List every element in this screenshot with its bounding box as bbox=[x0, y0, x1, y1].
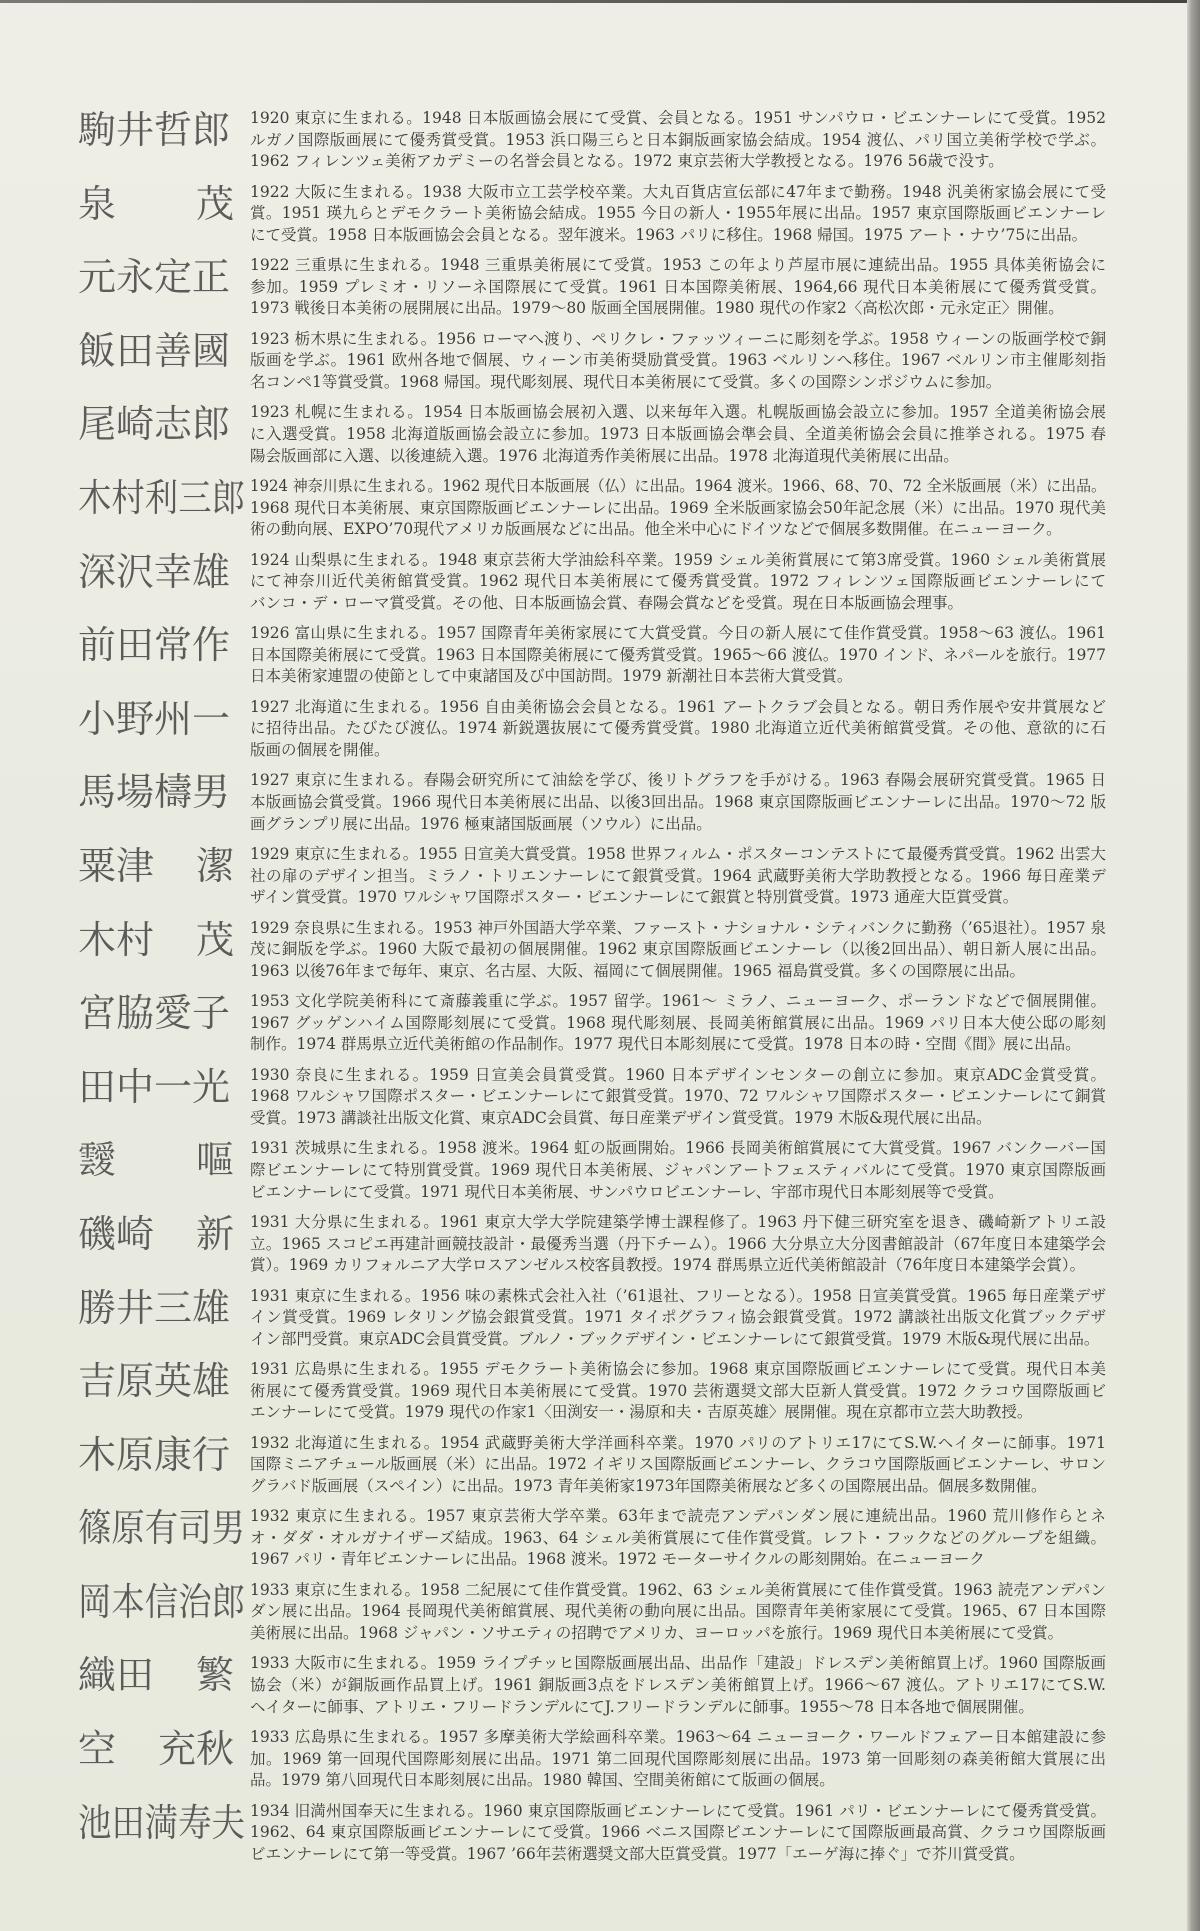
artist-name bbox=[78, 1654, 234, 1696]
bio-line: 1933 大阪市に生まれる。1959 ライプチッヒ国際版画展出品、出品作「建設」ドレスデン美術館買上げ。1960 国際版画 bbox=[250, 1654, 1106, 1673]
artist-name bbox=[78, 919, 234, 961]
bio-line: ルガノ国際版画展にて優秀賞受賞。1953 浜口陽三らと日本銅版画家協会結成。1954 渡仏、パリ国立美術学校で学ぶ。 bbox=[250, 130, 1106, 149]
bio-line: 賞。1951 瑛九らとデモクラート美術協会結成。1955 今日の新人・1955年展に出品。1957 東京国際版画ビエンナーレ bbox=[250, 204, 1106, 223]
bio-line: 1931 茨城県に生まれる。1958 渡米。1964 虹の版画開始。1966 長岡美術館賞展にて大賞受賞。1967 バンクーバー国 bbox=[250, 1139, 1106, 1158]
bio-line: 立。1965 スコピエ再建計画競技設計・最優秀当選（丹下チーム）。1966 大分県立大分図書館設計（67年度日本建築学会 bbox=[250, 1234, 1106, 1253]
artist-entry bbox=[0, 1727, 1186, 1801]
artist-name-part: 茂 bbox=[195, 917, 234, 962]
bio-line: 1932 東京に生まれる。1957 東京芸術大学卒業。63年まで読売アンデパンダン展に連続出品。1960 荒川修作らとネ bbox=[250, 1507, 1106, 1526]
artist-bio bbox=[250, 697, 1106, 762]
bio-line: 賞）。1969 カリフォルニア大学ロスアンゼルス校客員教授。1974 群馬県立近代美術館設計（76年度日本建築学会賞）。 bbox=[250, 1256, 1086, 1275]
bio-line: 1923 栃木県に生まれる。1956 ローマへ渡り、ペリクレ・ファッツィーニに彫刻を学ぶ。1958 ウィーンの版画学校で銅 bbox=[250, 329, 1106, 348]
bio-line: エンナーレにて受賞。1979 現代の作家1〈田渕安一・湯原和夫・吉原英雄〉展開催。現在京都市立芸大助教授。 bbox=[250, 1403, 1033, 1422]
artist-name-part: 磯崎 bbox=[78, 1211, 155, 1256]
artist-entry bbox=[0, 255, 1186, 329]
artist-name bbox=[78, 1287, 234, 1329]
bio-line: ダン展に出品。1964 長岡現代美術館賞展、現代美術の動向展に出品。国際青年美術家展にて受賞。1965、67 日本国際 bbox=[250, 1602, 1106, 1621]
bio-line: 1929 奈良県に生まれる。1953 神戸外国語大学卒業、ファースト・ナショナル・シティバンクに勤務（’65退社）。1957 泉 bbox=[250, 918, 1106, 937]
bio-line: 1962、64 東京国際版画ビエンナーレにて受賞。1966 ベニス国際ビエンナーレにて国際版画最高賞、クラコウ国際版画 bbox=[250, 1823, 1106, 1842]
bio-line: 1929 東京に生まれる。1955 日宣美大賞受賞。1958 世界フィルム・ポスターコンテストにて最優秀賞受賞。1962 出雲大 bbox=[250, 844, 1106, 863]
artist-name-part: 駒井哲郎 bbox=[78, 108, 231, 152]
artist-name-part: 尾崎志郎 bbox=[78, 402, 231, 447]
bio-line: ザイン賞受賞。1970 ワルシャワ国際ポスター・ビエンナーレにて銀賞と特別賞受賞。1973 通産大臣賞受賞。 bbox=[250, 888, 1019, 907]
artist-name-part: 宮脇愛子 bbox=[78, 991, 231, 1036]
artist-name-part: 篠原有司男 bbox=[78, 1506, 245, 1551]
artist-name bbox=[78, 403, 234, 445]
bio-line: にて神奈川近代美術館賞受賞。1962 現代日本美術展にて優秀賞受賞。1972 フィレンツェ国際版画ビエンナーレにて bbox=[250, 572, 1106, 591]
artist-name-part: 吉原英雄 bbox=[78, 1359, 231, 1404]
artist-name bbox=[78, 1213, 234, 1255]
artist-name-part: 織田 bbox=[78, 1653, 155, 1698]
artist-name-part: 粟津 bbox=[78, 843, 155, 888]
artist-entry bbox=[0, 1065, 1186, 1139]
bio-line: バンコ・デ・ローマ賞受賞。その他、日本版画協会賞、春陽会賞などを受賞。現在日本版画協会理事。 bbox=[250, 593, 964, 612]
artist-bio bbox=[250, 255, 1106, 320]
bio-line: 国際ミニアチュール版画展（米）に出品。1972 イギリス国際版画ビエンナーレ、クラコウ国際版画ビエンナーレ、サロン bbox=[250, 1455, 1106, 1474]
artist-biography-list bbox=[0, 108, 1186, 1874]
bio-line: 術展にて優秀賞受賞。1969 現代日本美術展にて受賞。1970 芸術選奨文部大臣新人賞受賞。1972 クラコウ国際版画ビ bbox=[250, 1381, 1106, 1400]
artist-name bbox=[78, 845, 234, 887]
bio-line: グラバド版画展（スペイン）に出品。1973 青年美術家1973年国際美術展など多くの国際展出品。個展多数開催。 bbox=[250, 1476, 1047, 1495]
bio-line: 1968 ワルシャワ国際ポスター・ビエンナーレにて銀賞受賞。1970、72 ワルシャワ国際ポスター・ビエンナーレにて銅賞 bbox=[250, 1087, 1106, 1106]
artist-entry bbox=[0, 918, 1186, 992]
bio-line: 加。1969 第一回現代国際彫刻展に出品。1971 第二回現代国際彫刻展に出品。1973 第一回彫刻の森美術館大賞展に出 bbox=[250, 1749, 1106, 1768]
bio-line: 名コンペ1等賞受賞。1968 帰国。現代彫刻展、現代日本美術展にて受賞。多くの国際シンポジウムに参加。 bbox=[250, 372, 1002, 391]
artist-bio bbox=[250, 1580, 1106, 1645]
artist-name-part: 木原康行 bbox=[78, 1432, 231, 1477]
artist-bio bbox=[250, 1286, 1106, 1351]
artist-entry bbox=[0, 1138, 1186, 1212]
bio-line: 1973 戦後日本美術の展開展に出品。1979〜80 版画全国展開催。1980 現代の作家2〈高松次郎・元永定正〉開催。 bbox=[250, 299, 1064, 318]
bio-line: 1931 広島県に生まれる。1955 デモクラート美術協会に参加。1968 東京国際版画ビエンナーレにて受賞。現代日本美 bbox=[250, 1360, 1106, 1379]
bio-line: 1967 パリ・青年ビエンナーレに出品。1968 渡米。1972 モーターサイクルの彫刻開始。在ニューヨーク bbox=[250, 1550, 985, 1569]
artist-entry bbox=[0, 476, 1186, 550]
artist-bio bbox=[250, 1506, 1106, 1571]
bio-line: に入選受賞。1958 北海道版画協会設立に参加。1973 日本版画協会準会員、全道美術協会会員に推挙される。1975 春 bbox=[250, 424, 1106, 443]
artist-name-part: 靉 bbox=[78, 1138, 117, 1183]
bio-line: オ・ダダ・オルガナイザーズ結成。1963、64 シェル美術賞展にて佳作賞受賞。レフト・フックなどのグループを組織。 bbox=[250, 1528, 1106, 1547]
artist-name-part: 深沢幸雄 bbox=[78, 549, 231, 594]
artist-entry bbox=[0, 1580, 1186, 1654]
artist-name bbox=[78, 551, 234, 593]
artist-bio bbox=[250, 1212, 1106, 1277]
bio-line: 1963 以後76年まで毎年、東京、名古屋、大阪、福岡にて個展開催。1965 福島賞受賞。多くの国際展に出品。 bbox=[250, 961, 1025, 980]
bio-line: 制作。1974 群馬県立近代美術館の作品制作。1977 現代日本彫刻展にて受賞。1978 日本の時・空間《間》展に出品。 bbox=[250, 1035, 1081, 1054]
bio-line: にて受賞。1958 日本版画協会会員となる。翌年渡米。1963 パリに移住。1968 帰国。1975 アート・ナウ’75に出品。 bbox=[250, 225, 1088, 244]
bio-line: 協会（米）が銅版画作品買上げ。1961 銅版画3点をドレスデン美術館買上げ。1966〜67 渡仏。アトリエ17にてS.W. bbox=[250, 1676, 1106, 1695]
artist-bio bbox=[250, 991, 1106, 1056]
artist-entry bbox=[0, 1359, 1186, 1433]
bio-line: に招待出品。たびたび渡仏。1974 新鋭選抜展にて優秀賞受賞。1980 北海道立近代美術館賞受賞。その他、意欲的に石 bbox=[250, 719, 1106, 738]
bio-line: 1927 東京に生まれる。春陽会研究所にて油絵を学び、後リトグラフを手がける。1963 春陽会展研究賞受賞。1965 日 bbox=[250, 771, 1106, 790]
artist-name-part: 泉 bbox=[78, 181, 117, 226]
bio-line: 参加。1959 プレミオ・リソーネ国際展にて受賞。1961 日本国際美術展、1964,66 現代日本美術展にて優秀賞受賞。 bbox=[250, 277, 1106, 296]
artist-name-part: 元永定正 bbox=[78, 255, 231, 300]
artist-name-part: 岡本信治郎 bbox=[78, 1579, 245, 1624]
bio-line: 1933 東京に生まれる。1958 二紀展にて佳作賞受賞。1962、63 シェル美術賞展にて佳作賞受賞。1963 読売アンデパン bbox=[250, 1580, 1106, 1599]
artist-name-part: 充秋 bbox=[157, 1727, 234, 1772]
artist-bio bbox=[250, 1433, 1106, 1498]
bio-line: 術の動向展、EXPO’70現代アメリカ版画展などに出品。他全米中心にドイツなどで個展多数開催。在ニューヨーク。 bbox=[250, 520, 1062, 539]
bio-line: 1924 神奈川県に生まれる。1962 現代日本版画展（仏）に出品。1964 渡米。1966、68、70、72 全米版画展（米）に出品。 bbox=[250, 476, 1106, 495]
bio-line: 陽会版画部に入選、以後連続入選。1976 北海道秀作美術展に出品。1978 北海道現代美術展に出品。 bbox=[250, 446, 959, 465]
artist-name-part: 池田満寿夫 bbox=[78, 1800, 245, 1845]
artist-entry bbox=[0, 550, 1186, 624]
artist-name-part: 前田常作 bbox=[78, 623, 231, 668]
artist-name bbox=[78, 109, 234, 151]
artist-name-part: 馬場檮男 bbox=[78, 770, 231, 815]
artist-entry bbox=[0, 623, 1186, 697]
artist-entry bbox=[0, 1653, 1186, 1727]
artist-entry bbox=[0, 329, 1186, 403]
artist-entry bbox=[0, 1506, 1186, 1580]
artist-bio bbox=[250, 1801, 1106, 1866]
artist-name bbox=[78, 992, 234, 1034]
page-top-edge bbox=[0, 0, 1200, 3]
artist-bio bbox=[250, 108, 1106, 173]
artist-entry bbox=[0, 182, 1186, 256]
artist-name bbox=[78, 477, 245, 519]
bio-line: 受賞。1973 講談社出版文化賞、東京ADC会員賞、毎日産業デザイン賞受賞。1979 木版&現代展に出品。 bbox=[250, 1108, 992, 1127]
artist-name-part: 木村 bbox=[78, 917, 155, 962]
artist-bio bbox=[250, 182, 1106, 247]
bio-line: 社の扉のデザイン担当。ミラノ・トリエンナーレにて銀賞受賞。1964 武蔵野美術大学助教授となる。1966 毎日産業デ bbox=[250, 866, 1106, 885]
artist-entry bbox=[0, 1286, 1186, 1360]
artist-name-part: 田中一光 bbox=[78, 1064, 231, 1109]
artist-entry bbox=[0, 1801, 1186, 1875]
artist-entry bbox=[0, 402, 1186, 476]
artist-name-part: 空 bbox=[78, 1727, 117, 1772]
artist-name-part: 小野州一 bbox=[78, 696, 231, 741]
artist-bio bbox=[250, 1727, 1106, 1792]
artist-name bbox=[78, 1581, 245, 1623]
artist-name bbox=[78, 1360, 234, 1402]
bio-line: イン部門受賞。東京ADC会員賞受賞。ブルノ・ブックデザイン・ビエンナーレにて銀賞受賞。1979 木版&現代展に出品。 bbox=[250, 1329, 1100, 1348]
artist-name-part: 新 bbox=[195, 1211, 234, 1256]
bio-line: イン賞受賞。1969 レタリング協会銀賞受賞。1971 タイポグラフィ協会銀賞受賞。1972 講談社出版文化賞ブックデザ bbox=[250, 1308, 1106, 1327]
artist-entry bbox=[0, 1212, 1186, 1286]
artist-bio bbox=[250, 329, 1106, 394]
bio-line: 品。1979 第八回現代日本彫刻展に出品。1980 韓国、空間美術館にて版画の個展。 bbox=[250, 1771, 835, 1790]
artist-name-part: 繁 bbox=[195, 1653, 234, 1698]
bio-line: 1922 大阪に生まれる。1938 大阪市立工芸学校卒業。大丸百貨店宣伝部に47年まで勤務。1948 汎美術家協会展にて受 bbox=[250, 182, 1106, 201]
bio-line: 1968 現代日本美術展、東京国際版画ビエンナーレに出品。1969 全米版画家協会50年記念展（米）に出品。1970 現代美 bbox=[250, 498, 1106, 517]
artist-entry bbox=[0, 108, 1186, 182]
artist-bio bbox=[250, 918, 1106, 983]
artist-name-part: 飯田善國 bbox=[78, 328, 231, 373]
bio-line: 版画の個展を開催。 bbox=[250, 740, 390, 759]
artist-name-part: 木村利三郎 bbox=[78, 475, 245, 520]
artist-name-part: 嘔 bbox=[195, 1138, 234, 1183]
bio-line: 1932 北海道に生まれる。1954 武蔵野美術大学洋画科卒業。1970 パリのアトリエ17にてS.W.ヘイターに師事。1971 bbox=[250, 1433, 1106, 1452]
bio-line: 1934 旧満州国奉天に生まれる。1960 東京国際版画ビエンナーレにて受賞。1961 パリ・ビエンナーレにて優秀賞受賞。 bbox=[250, 1801, 1106, 1820]
artist-bio bbox=[250, 550, 1106, 615]
artist-name bbox=[78, 771, 234, 813]
artist-bio bbox=[250, 1359, 1106, 1424]
artist-bio bbox=[250, 1138, 1106, 1203]
artist-bio bbox=[250, 402, 1106, 467]
artist-bio bbox=[250, 476, 1106, 541]
artist-name bbox=[78, 1066, 234, 1108]
artist-name bbox=[78, 698, 234, 740]
bio-line: ビエンナーレにて第一等受賞。1967 ’66年芸術選奨文部大臣賞受賞。1977「エーゲ海に捧ぐ」で芥川賞受賞。 bbox=[250, 1844, 1025, 1863]
bio-line: 1930 奈良に生まれる。1959 日宣美会員賞受賞。1960 日本デザインセンターの創立に参加。東京ADC金賞受賞。 bbox=[250, 1065, 1106, 1084]
page-right-edge bbox=[1187, 0, 1200, 1931]
bio-line: 美術展に出品。1968 ジャパン・ソサエティの招聘でアメリカ、ヨーロッパを旅行。1969 現代日本美術展にて受賞。 bbox=[250, 1624, 1064, 1643]
artist-entry bbox=[0, 991, 1186, 1065]
artist-name bbox=[78, 183, 234, 225]
artist-name bbox=[78, 1139, 234, 1181]
artist-name bbox=[78, 256, 234, 298]
bio-line: ヘイターに師事、アトリエ・フリードランデルにてJ.フリードランデルに師事。1955〜78 日本各地で個展開催。 bbox=[250, 1697, 1034, 1716]
artist-entry bbox=[0, 1433, 1186, 1507]
bio-line: 本版画協会賞受賞。1966 現代日本美術展に出品、以後3回出品。1968 東京国際版画ビエンナーレに出品。1970〜72 版 bbox=[250, 792, 1106, 811]
artist-bio bbox=[250, 770, 1106, 835]
artist-entry bbox=[0, 770, 1186, 844]
bio-line: ビエンナーレにて受賞。1971 現代日本美術展、サンパウロビエンナーレ、宇部市現代日本彫刻展等で受賞。 bbox=[250, 1182, 1004, 1201]
artist-bio bbox=[250, 844, 1106, 909]
bio-line: 日本美術家連盟の使節として中東諸国及び中国訪問。1979 新潮社日本芸術大賞受賞。 bbox=[250, 667, 853, 686]
artist-name bbox=[78, 1802, 245, 1844]
artist-name-part: 潔 bbox=[195, 843, 234, 888]
artist-name bbox=[78, 330, 234, 372]
bio-line: 版画を学ぶ。1961 欧州各地で個展、ウィーン市美術奨励賞受賞。1963 ベルリンへ移住。1967 ベルリン市主催彫刻指 bbox=[250, 351, 1106, 370]
bio-line: 1920 東京に生まれる。1948 日本版画協会展にて受賞、会員となる。1951 サンパウロ・ビエンナーレにて受賞。1952 bbox=[250, 109, 1106, 127]
bio-line: 際ビエンナーレにて特別賞受賞。1969 現代日本美術展、ジャパンアートフェスティバルにて受賞。1970 東京国際版画 bbox=[250, 1160, 1106, 1179]
artist-entry bbox=[0, 697, 1186, 771]
bio-line: 日本国際美術展にて受賞。1963 日本国際美術展にて優秀賞受賞。1965〜66 渡仏。1970 インド、ネパールを旅行。1977 bbox=[250, 645, 1106, 664]
bio-line: 1926 富山県に生まれる。1957 国際青年美術家展にて大賞受賞。今日の新人展にて佳作賞受賞。1958〜63 渡仏。1961 bbox=[250, 624, 1106, 643]
bio-line: 1923 札幌に生まれる。1954 日本版画協会展初入選、以来毎年入選。札幌版画協会設立に参加。1957 全道美術協会展 bbox=[250, 403, 1106, 422]
bio-line: 1962 フィレンツェ美術アカデミーの名誉会員となる。1972 東京芸術大学教授となる。1976 56歳で没す。 bbox=[250, 152, 1004, 171]
bio-line: 1931 大分県に生まれる。1961 東京大学大学院建築学博士課程修了。1963 丹下健三研究室を退き、磯崎新アトリエ設 bbox=[250, 1212, 1106, 1231]
bio-line: 1924 山梨県に生まれる。1948 東京芸術大学油絵科卒業。1959 シェル美術賞展にて第3席受賞。1960 シェル美術賞展 bbox=[250, 550, 1106, 569]
bio-line: 1967 グッゲンハイム国際彫刻展にて受賞。1968 現代彫刻展、長岡美術館賞展に出品。1969 パリ日本大使公邸の彫刻 bbox=[250, 1013, 1106, 1032]
artist-name-part: 茂 bbox=[195, 181, 234, 226]
artist-bio bbox=[250, 1653, 1106, 1718]
bio-line: 1922 三重県に生まれる。1948 三重県美術展にて受賞。1953 この年より芦屋市展に連続出品。1955 具体美術協会に bbox=[250, 256, 1106, 275]
artist-bio bbox=[250, 623, 1106, 688]
artist-entry bbox=[0, 844, 1186, 918]
artist-name bbox=[78, 1507, 245, 1549]
bio-line: 茂に銅版を学ぶ。1960 大阪で最初の個展開催。1962 東京国際版画ビエンナーレ（以後2回出品）、朝日新人展に出品。 bbox=[250, 940, 1106, 959]
bio-line: 画グランプリ展に出品。1976 極東諸国版画展（ソウル）に出品。 bbox=[250, 814, 712, 833]
artist-name-part: 勝井三雄 bbox=[78, 1285, 231, 1330]
artist-bio bbox=[250, 1065, 1106, 1130]
artist-name bbox=[78, 1434, 234, 1476]
bio-line: 1953 文化学院美術科にて斎藤義重に学ぶ。1957 留学。1961〜 ミラノ、ニューヨーク、ポーランドなどで個展開催。 bbox=[250, 992, 1106, 1011]
artist-name bbox=[78, 1728, 234, 1770]
bio-line: 1931 東京に生まれる。1956 味の素株式会社入社（’61退社、フリーとなる）。1958 日宣美賞受賞。1965 毎日産業デザ bbox=[250, 1286, 1106, 1305]
bio-line: 1927 北海道に生まれる。1956 自由美術協会会員となる。1961 アートクラブ会員となる。朝日秀作展や安井賞展など bbox=[250, 697, 1106, 716]
artist-name bbox=[78, 624, 234, 666]
bio-line: 1933 広島県に生まれる。1957 多摩美術大学絵画科卒業。1963〜64 ニューヨーク・ワールドフェアー日本館建設に参 bbox=[250, 1728, 1106, 1747]
